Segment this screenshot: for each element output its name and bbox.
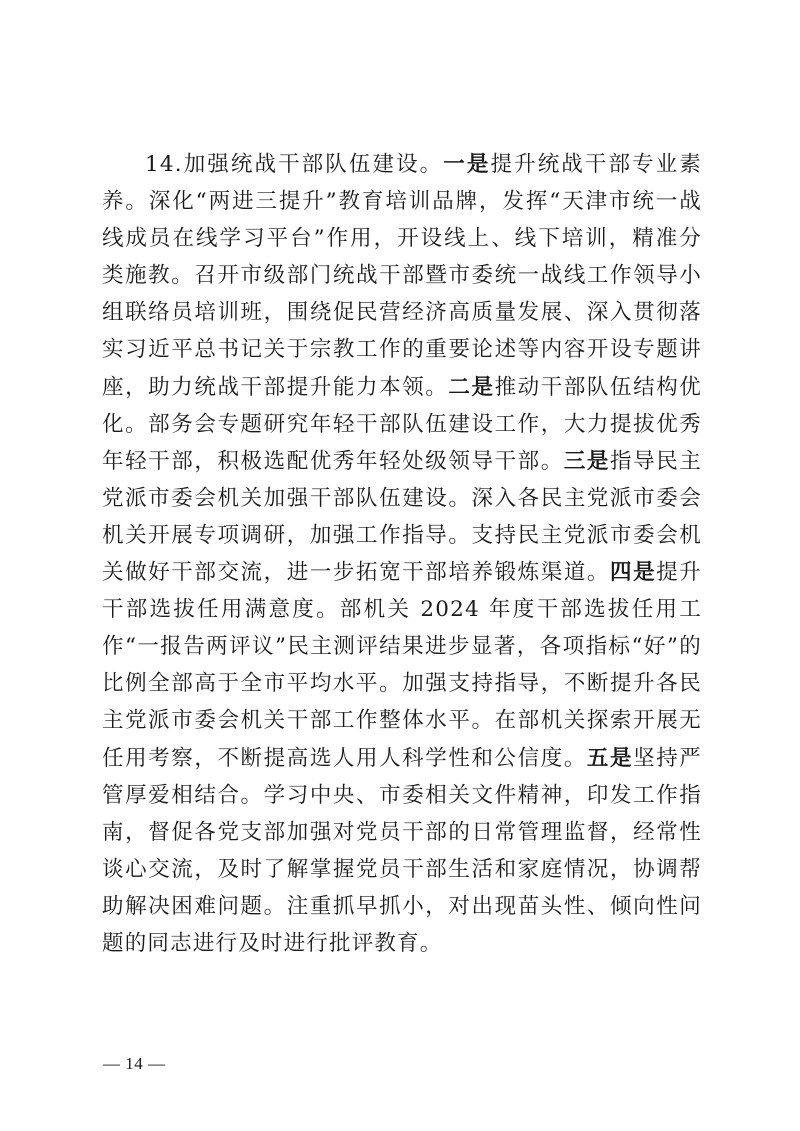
point-text-2: 推动干部队伍结构优化。部务会专题研究年轻干部队伍建设工作，大力提拔优秀年轻干部，积极选配优秀年轻处级领导干部。 bbox=[102, 374, 702, 474]
point-text-4: 提升干部选拔任用满意度。部机关 2024 年度干部选拔任用工作“一报告两评议”民主测评结果进步显著，各项指标“好”的比例全部高于全市平均水平。加强支持指导，不断提升各民主党派市委会机关干部工作整体水平。在部机关探索开展无任用考察，不断提高选人用人科学性和公信度。 bbox=[102, 560, 702, 771]
point-text-5: 坚持严管厚爱相结合。学习中央、市委相关文件精神，印发工作指南，督促各党支部加强对党员干部的日常管理监督，经常性谈心交流，及时了解掌握党员干部生活和家庭情况，协调帮助解决困难问题。注重抓早抓小，对出现苗头性、倾向性问题的同志进行及时进行批评教育。 bbox=[102, 745, 702, 956]
point-marker-5: 五是 bbox=[586, 745, 634, 771]
section-heading: 14.加强统战干部队伍建设。 bbox=[145, 152, 444, 177]
point-text-3: 指导民主党派市委会机关加强干部队伍建设。深入各民主党派市委会机关开展专项调研，加强工作指导。支持民主党派市委会机关做好干部交流，进一步拓宽干部培养锻炼渠道。 bbox=[102, 448, 702, 586]
body-paragraph bbox=[102, 146, 702, 962]
point-marker-2: 二是 bbox=[448, 374, 495, 400]
point-marker-3: 三是 bbox=[563, 448, 611, 474]
page-number: — 14 — bbox=[103, 1054, 166, 1073]
point-marker-1: 一是 bbox=[443, 152, 491, 177]
point-text-1: 提升统战干部专业素养。深化“两进三提升”教育培训品牌，发挥“天津市统一战线成员在线学习平台”作用，开设线上、线下培训，精准分类施教。召开市级部门统战干部暨市委统一战线工作领导小组联络员培训班，围绕促民营经济高质量发展、深入贯彻落实习近平总书记关于宗教工作的重要论述等内容开设专题讲座，助力统战干部提升能力本领。 bbox=[102, 152, 702, 400]
point-marker-4: 四是 bbox=[610, 560, 657, 586]
